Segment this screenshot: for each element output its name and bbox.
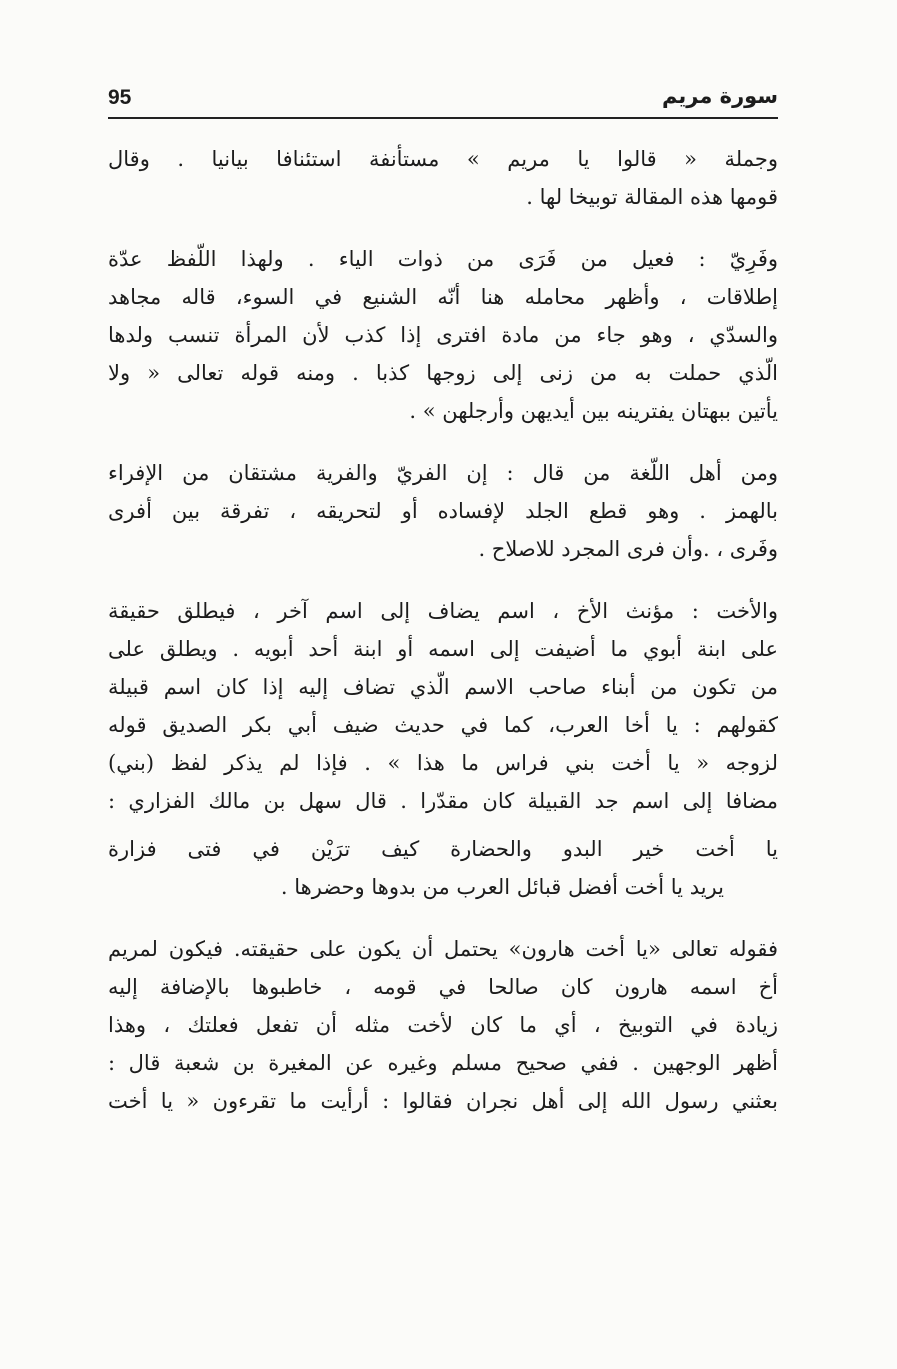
paragraph: [108, 454, 778, 568]
text-line: فقوله تعالى «يا أخت هارون» يحتمل أن يكون على حقيقته. فيكون لمريم: [108, 937, 778, 961]
surah-title: سورة مريم: [661, 84, 778, 108]
text-line: زيادة في التوبيخ ، أي ما كان لأخت مثله أن تفعل فعلتك ، وهذا: [108, 1013, 778, 1037]
text-line: مضافا إلى اسم جد القبيلة كان مقدّرا . قال سهل بن مالك الفزاري :: [108, 789, 778, 813]
text-line: الّذي حملت به من زنى إلى زوجها كذبا . ومنه قوله تعالى « ولا: [108, 361, 778, 385]
text-line: قومها هذه المقالة توبيخا لها .: [526, 185, 778, 209]
text-line: كقولهم : يا أخا العرب، كما في حديث ضيف أبي بكر الصديق قوله: [108, 713, 778, 737]
page-body: [108, 140, 778, 1120]
text-line: أظهر الوجهين . ففي صحيح مسلم وغيره عن المغيرة بن شعبة قال :: [108, 1051, 778, 1075]
text-line: على ابنة أبوي ما أضيفت إلى اسمه أو ابنة أحد أبويه . ويطلق على: [108, 637, 778, 661]
text-line: بعثني رسول الله إلى أهل نجران فقالوا : أرأيت ما تقرءون « يا أخت: [108, 1089, 778, 1113]
paragraph: [108, 592, 778, 820]
paragraph: [108, 930, 778, 1120]
verse-line: يريد يا أخت أفضل قبائل العرب من بدوها وحضرها .: [280, 875, 724, 899]
text-line: أخ اسمه هارون كان صالحا في قومه ، خاطبوها بالإضافة إليه: [108, 975, 778, 999]
text-line: ومن أهل اللّغة من قال : إن الفريّ والفرية مشتقان من الإفراء: [108, 461, 778, 485]
paragraph: [108, 140, 778, 216]
text-line: من تكون من أبناء صاحب الاسم الّذي تضاف إليه إذا كان اسم قبيلة: [108, 675, 778, 699]
text-line: وفَرى ، .وأن فرى المجرد للاصلاح .: [478, 537, 778, 561]
text-line: والسدّي ، وهو جاء من مادة افترى إذا كذب لأن المرأة تنسب ولدها: [108, 323, 778, 347]
text-line: يأتين ببهتان يفترينه بين أيديهن وأرجلهن » .: [409, 399, 778, 423]
paragraph: [108, 240, 778, 430]
page-header: [108, 86, 778, 116]
text-line: وفَرِيّ : فعيل من فَرَى من ذوات الياء . ولهذا اللّفظ عدّة: [108, 247, 778, 271]
verse-line: يا أخت خير البدو والحضارة كيف ترَيْن في فتى فزارة: [108, 837, 778, 861]
text-line: لزوجه « يا أخت بني فراس ما هذا » . فإذا لم يذكر لفظ (بني): [108, 751, 778, 775]
text-line: بالهمز . وهو قطع الجلد لإفساده أو لتحريقه ، تفرقة بين أفرى: [108, 499, 778, 523]
page-number: 95: [108, 86, 132, 109]
poetry-verse: [108, 830, 778, 906]
header-rule: [108, 117, 778, 119]
text-line: والأخت : مؤنث الأخ ، اسم يضاف إلى اسم آخر ، فيطلق حقيقة: [108, 599, 778, 623]
text-line: إطلاقات ، وأظهر محامله هنا أنّه الشنيع في السوء، قاله مجاهد: [108, 285, 778, 309]
text-line: وجملة « قالوا يا مريم » مستأنفة استئنافا بيانيا . وقال: [108, 147, 778, 171]
